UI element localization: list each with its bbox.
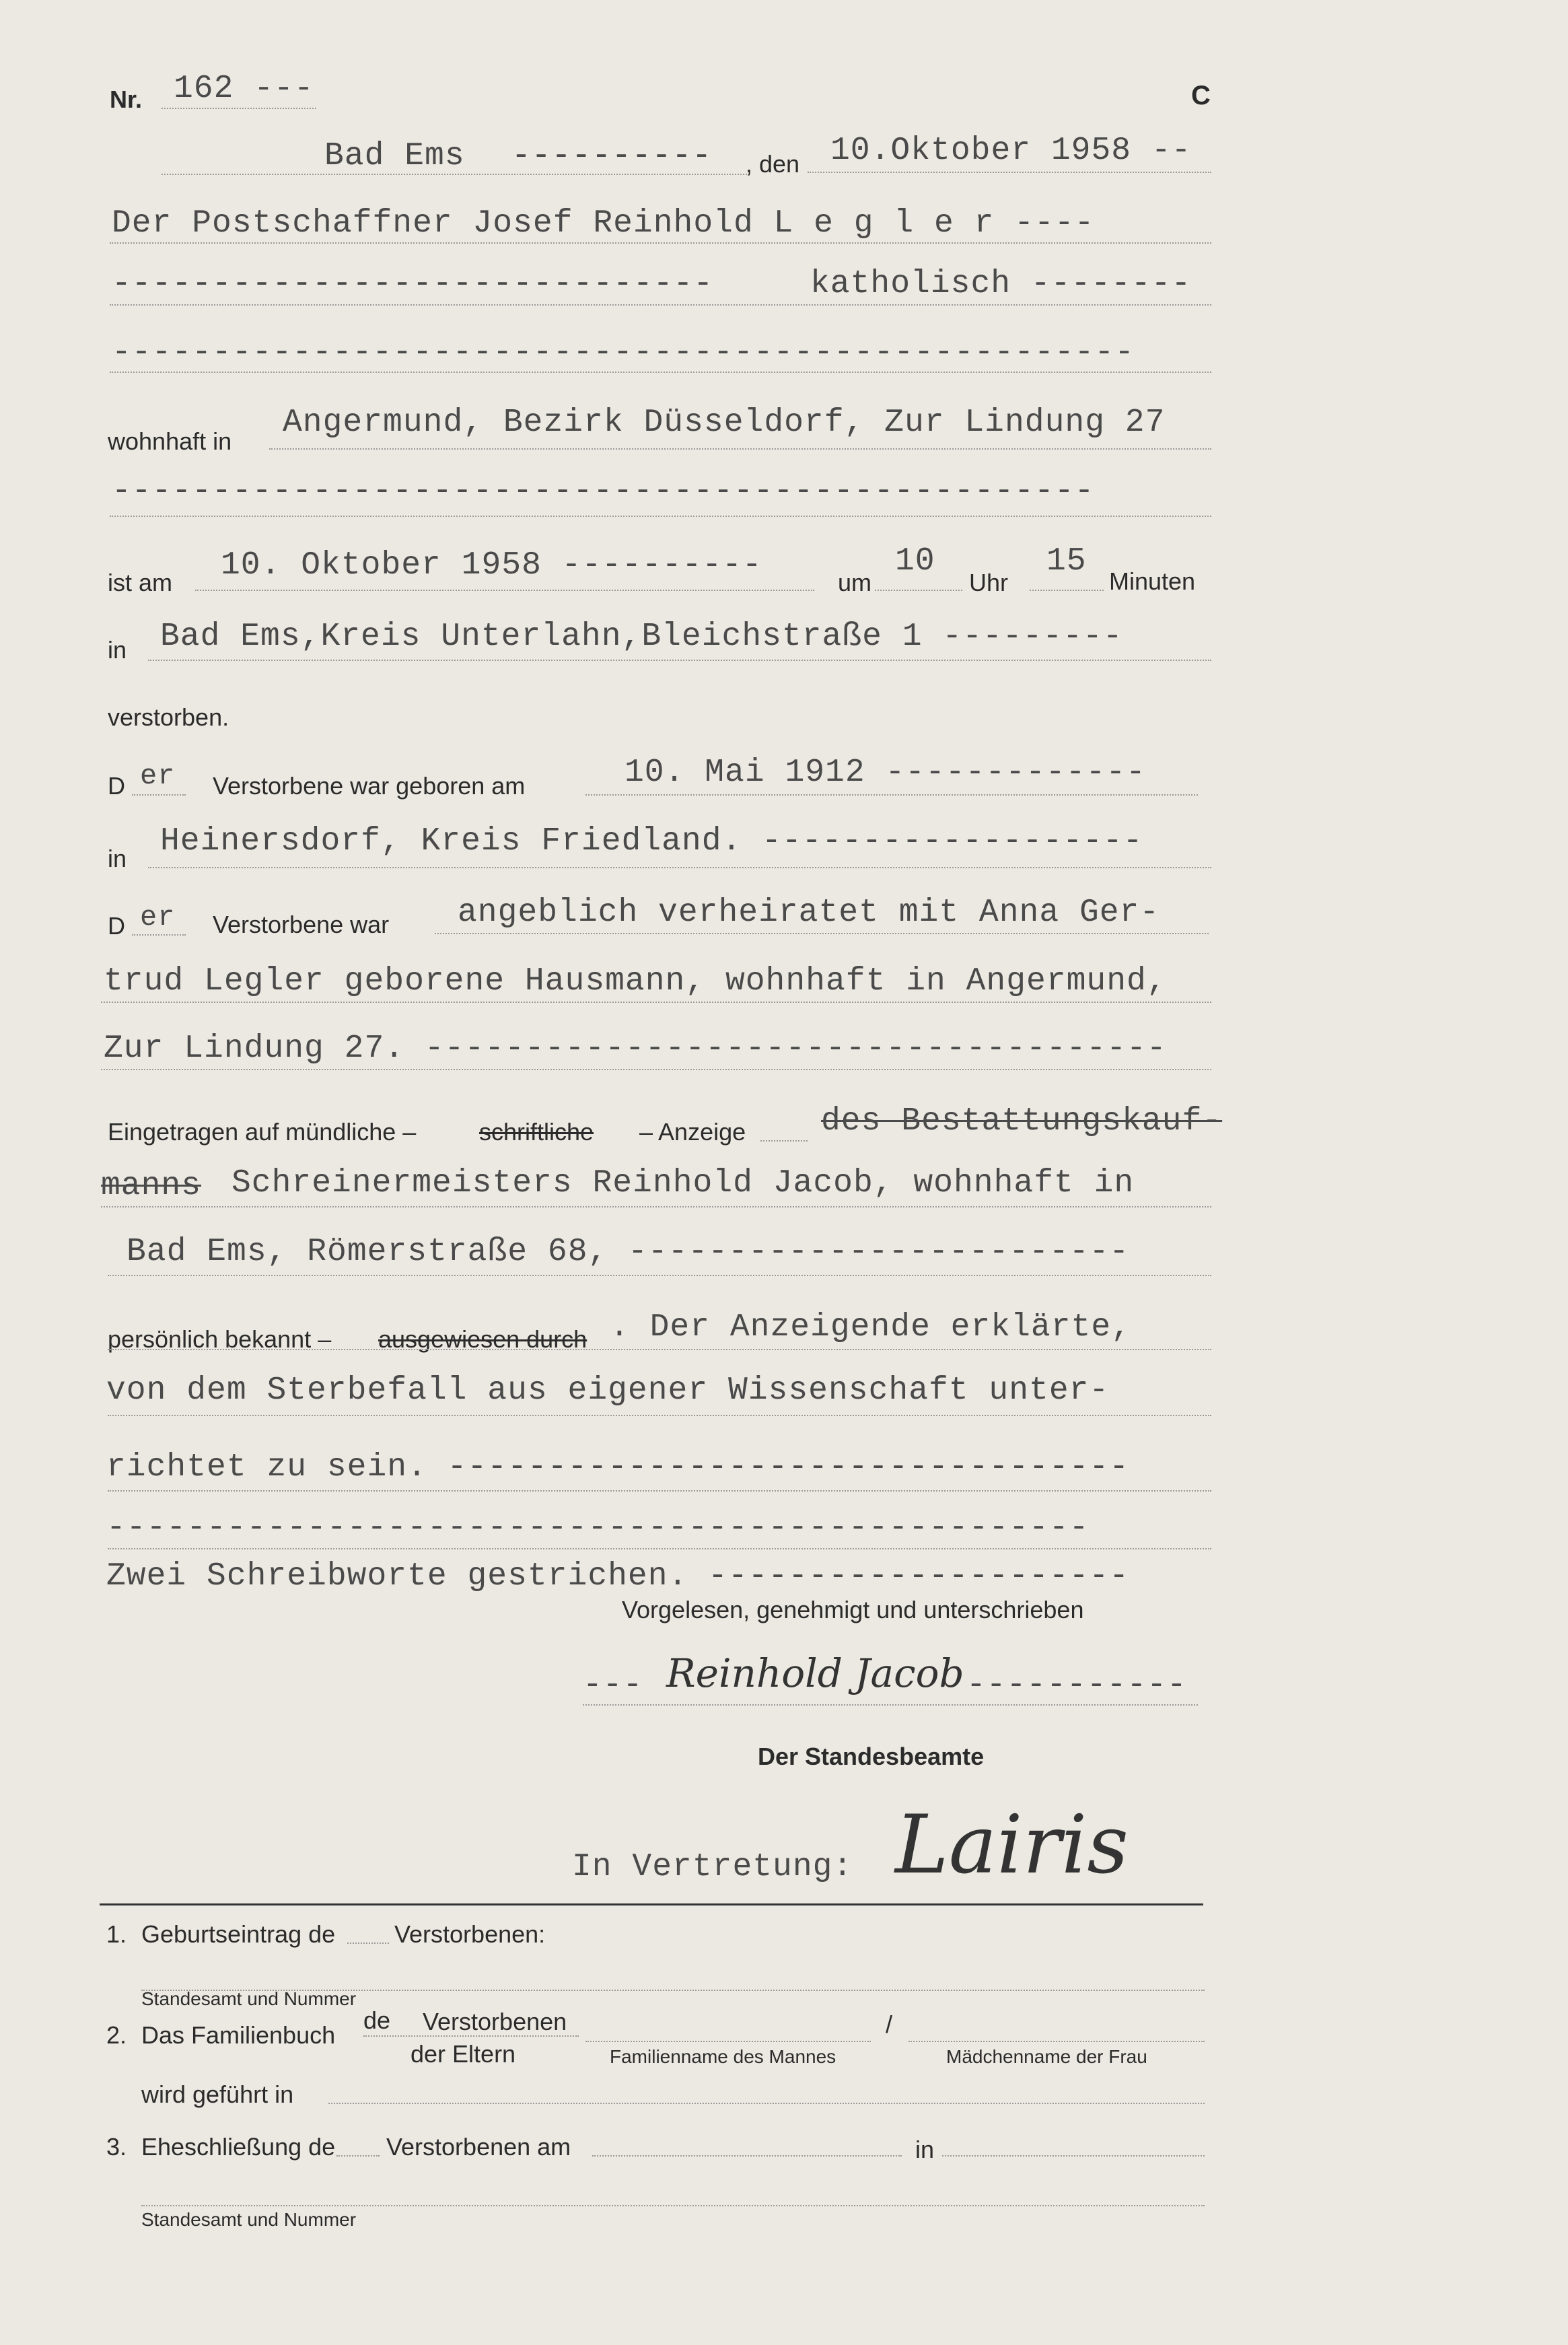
- registration-label-a: Eingetragen auf mündliche –: [108, 1118, 417, 1146]
- verstorben-label: verstorben.: [108, 703, 229, 731]
- item3-label-2: Verstorbenen am: [386, 2133, 571, 2161]
- read-approved-label: Vorgelesen, genehmigt und unterschrieben: [622, 1596, 1084, 1623]
- marriage-line-2: trud Legler geborene Hausmann, wohnhaft in Angermund,: [104, 963, 1167, 1000]
- um-label: um: [838, 569, 872, 596]
- item2-slash: /: [886, 2010, 893, 2038]
- registration-line-3: Bad Ems, Römerstraße 68, -------------------------: [127, 1234, 1130, 1270]
- nr-label: Nr.: [110, 85, 143, 113]
- informant-dashes-right: -----------: [966, 1667, 1187, 1704]
- religion: katholisch --------: [810, 266, 1192, 302]
- informant-signature: Reinhold Jacob: [666, 1650, 964, 1696]
- informant-dashes-left: ---: [583, 1667, 643, 1704]
- item3-number: 3.: [106, 2133, 127, 2161]
- residence-line-2: -------------------------------------------------: [112, 473, 1095, 510]
- marriage-line-3: Zur Lindung 27. -------------------------------------: [104, 1030, 1167, 1067]
- den-label: , den: [746, 150, 800, 178]
- ist-am-label: ist am: [108, 569, 173, 596]
- death-in-label: in: [108, 636, 127, 664]
- item1-label-2: Verstorbenen:: [394, 1920, 546, 1948]
- nr-value: 162 ---: [174, 71, 314, 107]
- item3-label: Eheschließung de: [141, 2133, 336, 2161]
- registration-text-3: richtet zu sein. ----------------------------------: [106, 1449, 1130, 1485]
- registration-text-1: . Der Anzeigende erklärte,: [610, 1309, 1131, 1345]
- person-line-2-dashes: ------------------------------: [112, 266, 714, 302]
- registration-text-5: Zwei Schreibworte gestrichen. ---------------------: [106, 1558, 1130, 1595]
- birth-place: Heinersdorf, Kreis Friedland. -------------------: [160, 823, 1143, 860]
- death-hour: 10: [895, 543, 935, 580]
- item2-gefuehrt: wird geführt in: [141, 2080, 294, 2108]
- register-letter: C: [1191, 81, 1211, 110]
- footer-rule: [100, 1903, 1203, 1905]
- uhr-label: Uhr: [969, 569, 1009, 596]
- birth-in-label: in: [108, 845, 127, 872]
- marriage-er: er: [140, 901, 176, 934]
- minuten-label: Minuten: [1109, 567, 1196, 595]
- known-label: persönlich bekannt –: [108, 1325, 332, 1353]
- item2-label: Das Familienbuch: [141, 2021, 336, 2049]
- residence-value: Angermund, Bezirk Düsseldorf, Zur Lindung 27: [283, 405, 1166, 441]
- item2-eltern: der Eltern: [411, 2040, 516, 2068]
- registration-text-4: -------------------------------------------------: [106, 1510, 1090, 1546]
- header-place: Bad Ems: [324, 138, 465, 174]
- marriage-d-label: D: [108, 912, 125, 940]
- registration-struck-value-2: manns: [101, 1168, 202, 1204]
- item1-label: Geburtseintrag de: [141, 1920, 336, 1948]
- person-line-1: Der Postschaffner Josef Reinhold L e g l e r ----: [112, 205, 1095, 242]
- item2-frau: Mädchenname der Frau: [946, 2046, 1147, 2067]
- marriage-line-1: angeblich verheiratet mit Anna Ger-: [458, 895, 1160, 931]
- registration-text-2: von dem Sterbefall aus eigener Wissenschaft unter-: [106, 1372, 1110, 1409]
- birth-date: 10. Mai 1912 -------------: [625, 755, 1146, 791]
- item1-number: 1.: [106, 1920, 127, 1948]
- death-minute: 15: [1046, 543, 1087, 580]
- birth-er: er: [140, 760, 176, 792]
- item2-de: de: [363, 2006, 391, 2034]
- known-strike: ausgewiesen durch: [378, 1325, 587, 1353]
- header-place-dashes: ----------: [511, 138, 713, 174]
- death-date: 10. Oktober 1958 ----------: [221, 547, 762, 584]
- item2-number: 2.: [106, 2021, 127, 2049]
- death-place: Bad Ems,Kreis Unterlahn,Bleichstraße 1 ---------: [160, 619, 1123, 655]
- residence-label: wohnhaft in: [108, 427, 232, 455]
- item3-in: in: [915, 2136, 935, 2163]
- marriage-label: Verstorbene war: [213, 911, 390, 938]
- item1-sub: Standesamt und Nummer: [141, 1988, 357, 2009]
- item2-mann: Familienname des Mannes: [610, 2046, 836, 2067]
- in-vertretung: In Vertretung:: [572, 1849, 853, 1885]
- registration-label-strike: schriftliche: [479, 1118, 594, 1146]
- birth-d-label: D: [108, 772, 125, 800]
- item3-sub: Standesamt und Nummer: [141, 2209, 357, 2230]
- registrar-label: Der Standesbeamte: [758, 1743, 985, 1770]
- registration-struck-value: des Bestattungskauf-: [821, 1103, 1223, 1140]
- person-line-3: ---------------------------------------------------: [112, 335, 1135, 371]
- registrar-signature: Lairis: [895, 1798, 1129, 1892]
- registration-label-b: – Anzeige: [639, 1118, 746, 1146]
- item2-verstorbenen: Verstorbenen: [423, 2008, 567, 2035]
- birth-label: Verstorbene war geboren am: [213, 772, 526, 800]
- header-date: 10.Oktober 1958 --: [830, 133, 1192, 169]
- registration-line-2: Schreinermeisters Reinhold Jacob, wohnhaft in: [231, 1165, 1135, 1201]
